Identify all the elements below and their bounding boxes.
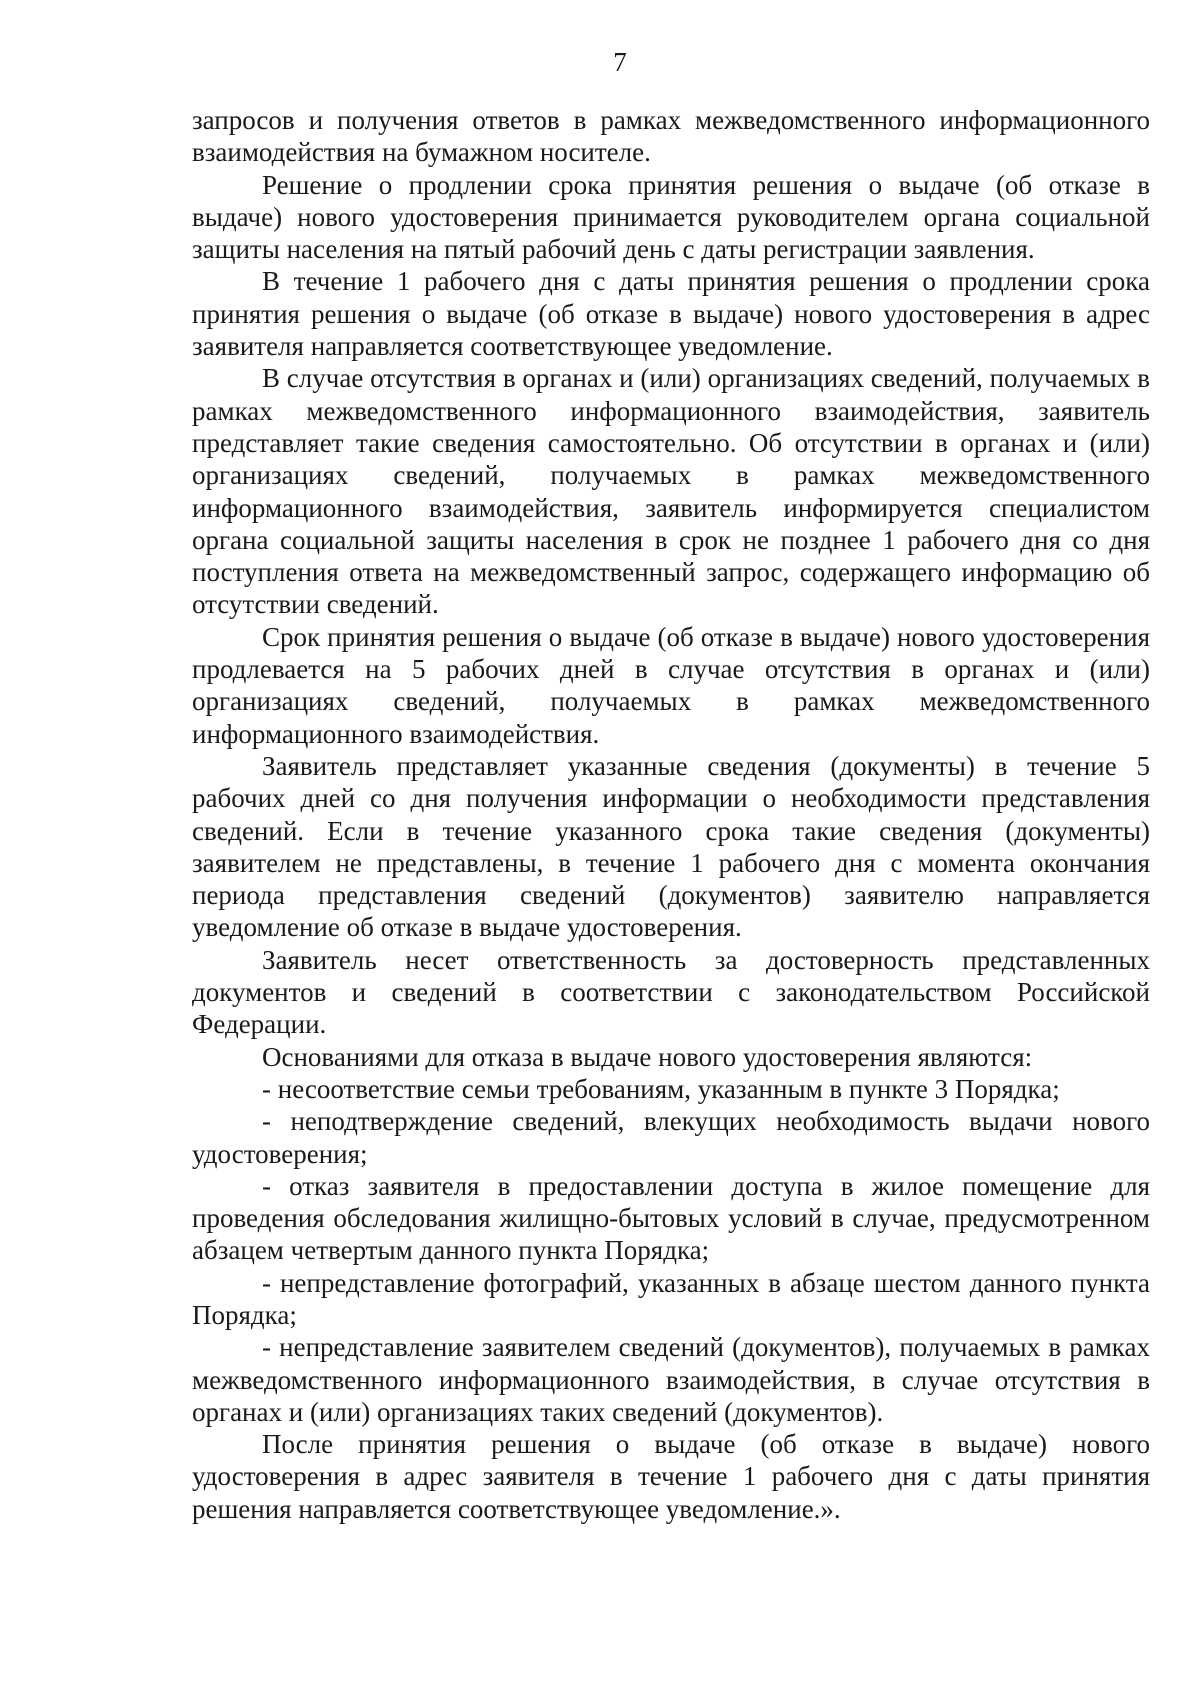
- list-item-family-mismatch: - несоответствие семьи требованиям, указанным в пункте 3 Порядка;: [262, 1073, 1060, 1104]
- paragraph-missing-info: В случае отсутствия в органах и (или) организациях сведений, получаемых в рамках межведомственного информационного взаимодействия, заявитель представляет такие сведения самостоятельно. Об отсутствии в органах и (или) организациях сведений, получаемых в рамках межведомственного информационного взаимодействия, заявитель информируется специалистом органа социальной защиты населения в срок не позднее 1 рабочего дня со дня поступления ответа на межведомственный запрос, содержащего информацию об отсутствии сведений.: [192, 363, 1150, 620]
- paragraph-documents-deadline: Заявитель представляет указанные сведения (документы) в течение 5 рабочих дней со дня получения информации о необходимости представления сведений. Если в течение указанного срока такие сведения (документы) заявителем не представлены, в течение 1 рабочего дня с момента окончания периода представления сведений (документов) заявителю направляется уведомление об отказе в выдаче удостоверения.: [192, 750, 1150, 943]
- paragraph-term-extension: Срок принятия решения о выдаче (об отказе в выдаче) нового удостоверения продлевается на 5 рабочих дней в случае отсутствия в органах и (или) организациях сведений, получаемых в рамках межведомственного информационного взаимодействия.: [192, 621, 1150, 749]
- document-body: [192, 104, 1150, 1525]
- paragraph-extension-notice: В течение 1 рабочего дня с даты принятия решения о продлении срока принятия решения о выдаче (об отказе в выдаче) нового удостоверения в адрес заявителя направляется соответствующее уведомление.: [192, 266, 1150, 362]
- list-item-no-photos: - непредставление фотографий, указанных в абзаце шестом данного пункта Порядка;: [192, 1267, 1150, 1330]
- paragraph-responsibility: Заявитель несет ответственность за достоверность представленных документов и сведений в соответствии с законодательством Российской Федерации.: [192, 944, 1150, 1040]
- list-item-access-refusal: - отказ заявителя в предоставлении доступа в жилое помещение для проведения обследования жилищно-бытовых условий в случае, предусмотренном абзацем четвертым данного пункта Порядка;: [192, 1170, 1150, 1266]
- paragraph-continuation: запросов и получения ответов в рамках межведомственного информационного взаимодействия на бумажном носителе.: [192, 105, 1150, 168]
- list-item-no-documents: - непредставление заявителем сведений (документов), получаемых в рамках межведомственного информационного взаимодействия, в случае отсутствия в органах и (или) организациях таких сведений (документов).: [192, 1332, 1150, 1427]
- paragraph-refusal-grounds: Основаниями для отказа в выдаче нового удостоверения являются:: [262, 1041, 1033, 1072]
- page-number: 7: [613, 47, 627, 77]
- paragraph-extension-decision: Решение о продлении срока принятия решения о выдаче (об отказе в выдаче) нового удостоверения принимается руководителем органа социальной защиты населения на пятый рабочий день с даты регистрации заявления.: [192, 169, 1150, 265]
- list-item-unconfirmed-info: - неподтверждение сведений, влекущих необходимость выдачи нового удостоверения;: [192, 1106, 1150, 1169]
- paragraph-final-notice: После принятия решения о выдаче (об отказе в выдаче) нового удостоверения в адрес заявителя в течение 1 рабочего дня с даты принятия решения направляется соответствующее уведомление.».: [192, 1429, 1150, 1524]
